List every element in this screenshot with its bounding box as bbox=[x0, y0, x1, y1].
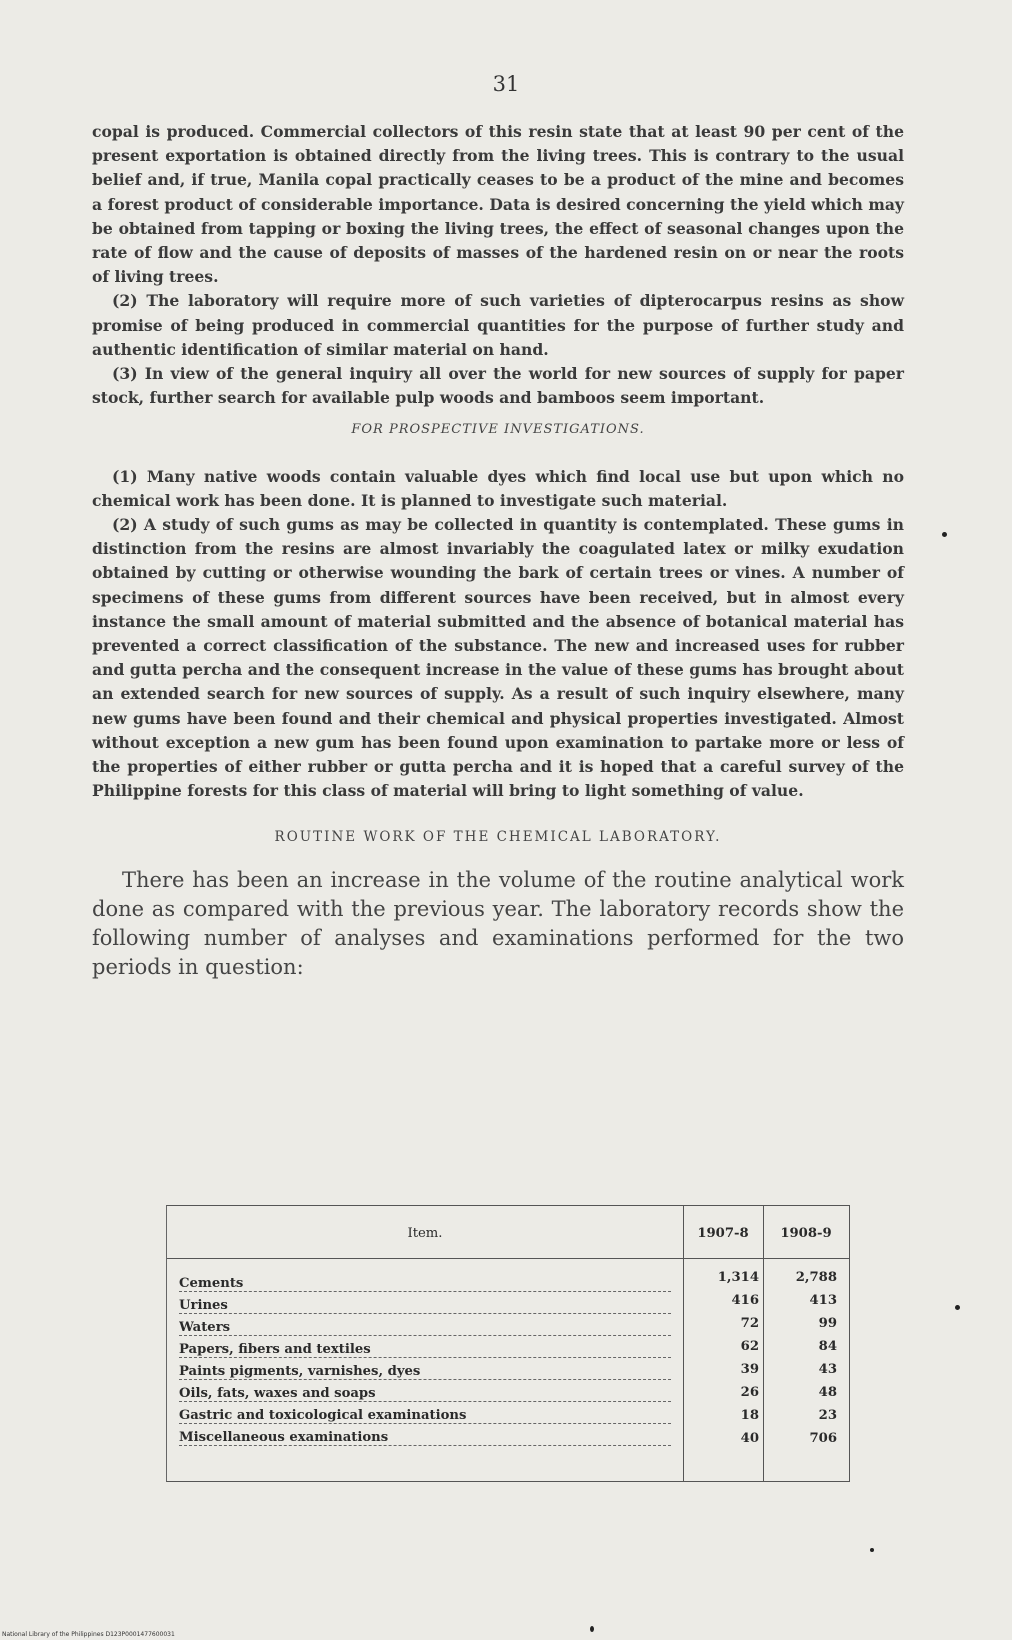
paragraph-native-woods: (1) Many native woods contain valuable dyes which find local use but upon which no chemical work has been done. It is planned to investigate such material. bbox=[92, 466, 904, 510]
section-heading-routine: ROUTINE WORK OF THE CHEMICAL LABORATORY. bbox=[274, 829, 722, 846]
table-cell-1907: 26 bbox=[740, 1385, 759, 1400]
scan-speck bbox=[955, 1305, 960, 1310]
table-cell-1907: 72 bbox=[740, 1316, 759, 1331]
paragraph-dipterocarpus: (2) The laboratory will require more of such varieties of dipterocarpus resins as show promise of being produced in commercial quantities for the purpose of further study and authentic identification of similar material on hand. bbox=[92, 291, 904, 359]
table-cell-1908: 706 bbox=[809, 1431, 837, 1446]
table-row-label: Oils, fats, waxes and soaps bbox=[179, 1386, 671, 1408]
table-header-item: Item. bbox=[407, 1226, 443, 1241]
table-header-1908: 1908-9 bbox=[780, 1226, 832, 1241]
scan-speck bbox=[942, 532, 947, 537]
table-row-label: Papers, fibers and textiles bbox=[179, 1342, 671, 1364]
page-body bbox=[92, 120, 904, 982]
table-row-label: Paints pigments, varnishes, dyes bbox=[179, 1364, 671, 1386]
scan-speck bbox=[590, 1626, 594, 1632]
table-cell-1907: 1,314 bbox=[717, 1270, 759, 1285]
table-header-row bbox=[167, 1206, 849, 1259]
table-row-label: Cements bbox=[179, 1276, 671, 1298]
table-cell-1908: 43 bbox=[818, 1362, 837, 1377]
table-cell-1908: 2,788 bbox=[795, 1270, 837, 1285]
table-row-label: Waters bbox=[179, 1320, 671, 1342]
table-cell-1908: 23 bbox=[818, 1408, 837, 1423]
section-heading-prospective: FOR PROSPECTIVE INVESTIGATIONS. bbox=[351, 422, 645, 438]
table-row-label: Urines bbox=[179, 1298, 671, 1320]
table-row-label: Gastric and toxicological examinations bbox=[179, 1408, 671, 1430]
table-cell-1908: 48 bbox=[818, 1385, 837, 1400]
table-cell-1907: 18 bbox=[740, 1408, 759, 1423]
table-cell-1907: 40 bbox=[740, 1431, 759, 1446]
table-row-label: Miscellaneous examinations bbox=[179, 1430, 671, 1452]
table-cell-1908: 84 bbox=[818, 1339, 837, 1354]
page-number: 31 bbox=[492, 72, 520, 96]
paragraph-routine-work: There has been an increase in the volume of the routine analytical work done as compared with the previous year. The laboratory records show the following number of analyses and examinations performed for the two periods in question: bbox=[92, 867, 904, 979]
table-cell-1907: 62 bbox=[740, 1339, 759, 1354]
table-cell-1907: 39 bbox=[740, 1362, 759, 1377]
paragraph-copal: copal is produced. Commercial collectors of this resin state that at least 90 per cent of the present exportation is obtained directly from the living trees. This is contrary to the usual belief and, if true, Manila copal practically ceases to be a product of the mine and becomes a forest product of considerable importance. Data is desired concerning the yield which may be obtained from tapping or boxing the living trees, the effect of seasonal changes upon the rate of flow and the cause of deposits of masses of the hardened resin on or near the roots of living trees. bbox=[92, 122, 904, 287]
analyses-table bbox=[166, 1205, 850, 1482]
table-header-1907: 1907-8 bbox=[697, 1226, 749, 1241]
scan-speck bbox=[870, 1548, 874, 1552]
table-cell-1908: 413 bbox=[809, 1293, 837, 1308]
table-cell-1908: 99 bbox=[818, 1316, 837, 1331]
table-cell-1907: 416 bbox=[731, 1293, 759, 1308]
paragraph-paper-stock: (3) In view of the general inquiry all over the world for new sources of supply for paper stock, further search for available pulp woods and bamboos seem important. bbox=[92, 364, 904, 408]
paragraph-gums: (2) A study of such gums as may be collected in quantity is contemplated. These gums in distinction from the resins are almost invariably the coagulated latex or milky exudation obtained by cutting or otherwise wounding the bark of certain trees or vines. A number of specimens of these gums from different sources have been received, but in almost every instance the small amount of material submitted and the absence of botanical material has prevented a correct classification of the substance. The new and increased uses for rubber and gutta percha and the consequent increase in the value of these gums has brought about an extended search for new sources of supply. As a result of such inquiry elsewhere, many new gums have been found and their chemical and physical properties investigated. Almost without exception a new gum has been found upon examination to partake more or less of the properties of either rubber or gutta percha and it is hoped that a careful survey of the Philippine forests for this class of material will bring to light something of value. bbox=[92, 515, 904, 801]
footer-note: National Library of the Philippines D123P0001477600031 bbox=[2, 1631, 175, 1638]
